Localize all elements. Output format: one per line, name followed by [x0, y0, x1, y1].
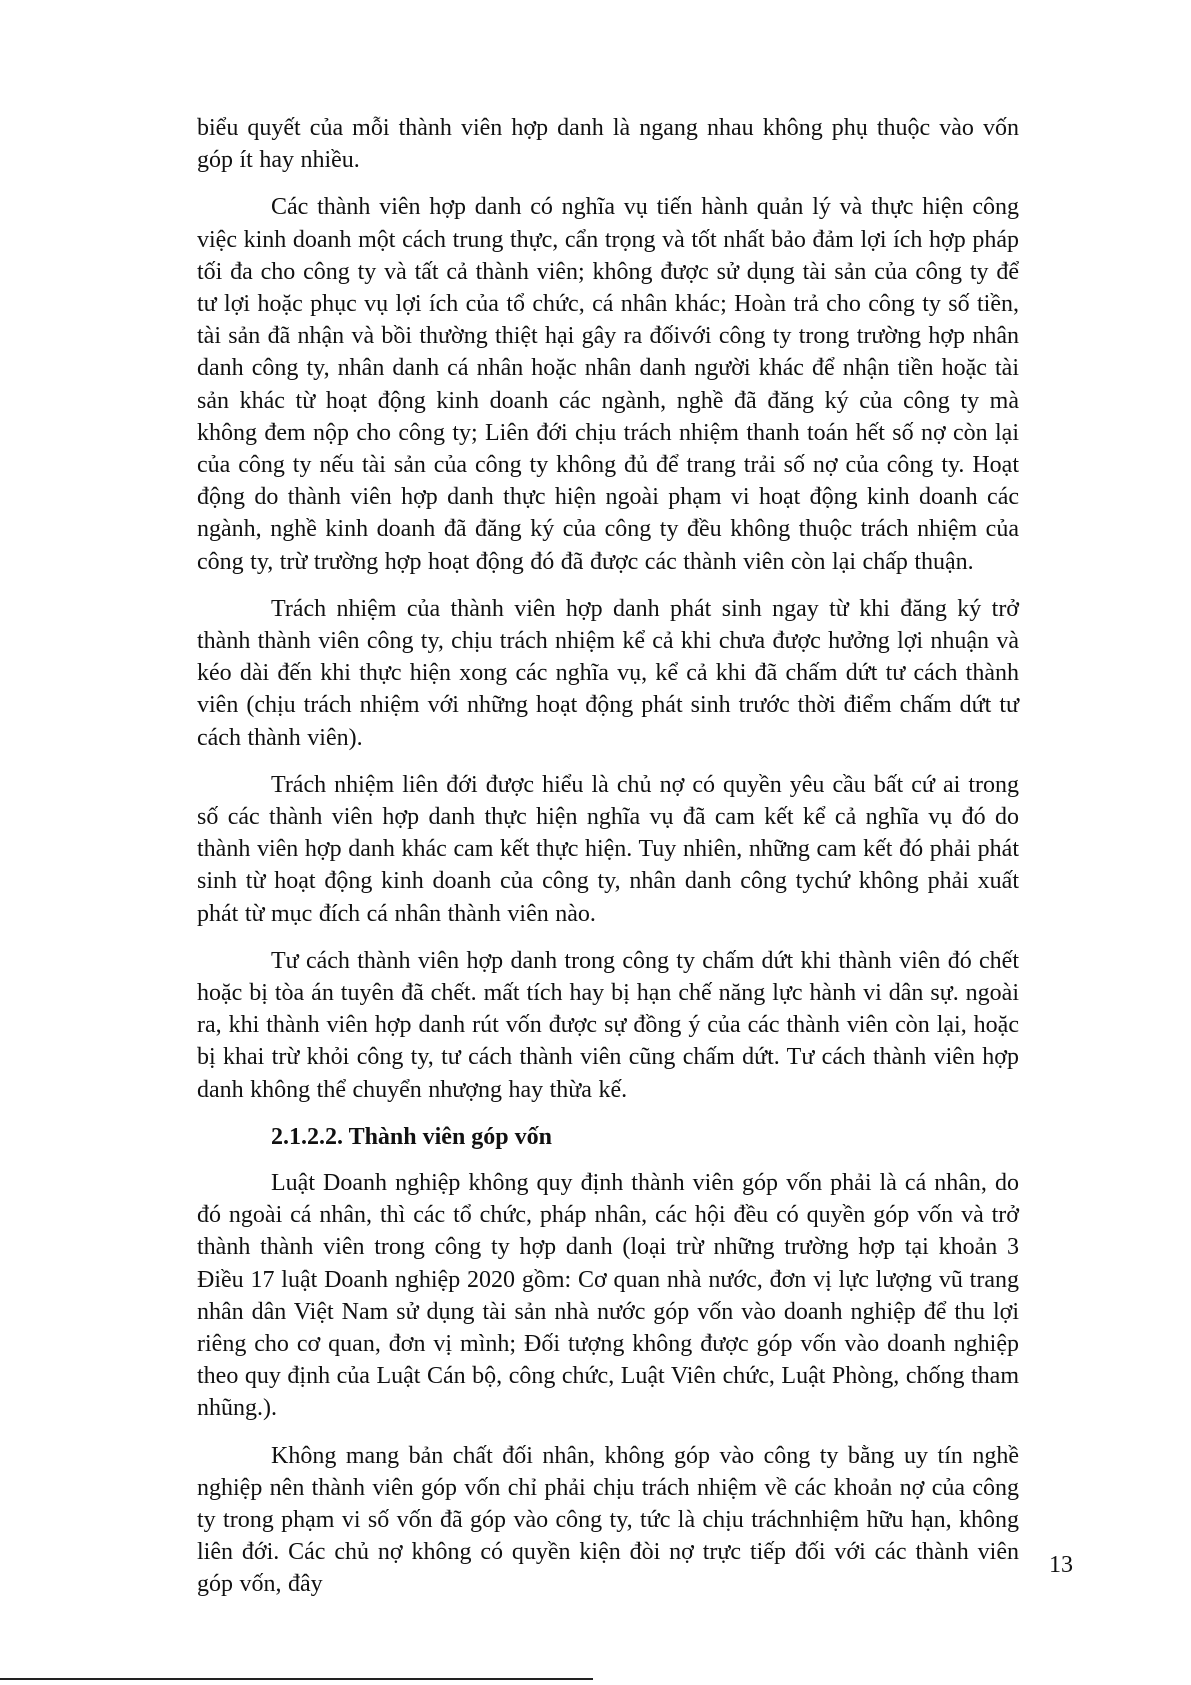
page-body	[197, 112, 1019, 1616]
paragraph-4: Trách nhiệm liên đới được hiểu là chủ nợ có quyền yêu cầu bất cứ ai trong số các thành viên hợp danh thực hiện nghĩa vụ đã cam kết kể cả nghĩa vụ đó do thành viên hợp danh khác cam kết thực hiện. Tuy nhiên, những cam kết đó phải phát sinh từ hoạt động kinh doanh của công ty, nhân danh công tychứ không phải xuất phát từ mục đích cá nhân thành viên nào.	[197, 771, 1019, 927]
paragraph-7: Không mang bản chất đối nhân, không góp vào công ty bằng uy tín nghề nghiệp nên thành viên góp vốn chỉ phải chịu trách nhiệm về các khoản nợ của công ty trong phạm vi số vốn đã góp vào công ty, tức là chịu tráchnhiệm hữu hạn, không liên đới. Các chủ nợ không có quyền kiện đòi nợ trực tiếp đối với các thành viên góp vốn, đây	[197, 1442, 1019, 1598]
paragraph-6: Luật Doanh nghiệp không quy định thành viên góp vốn phải là cá nhân, do đó ngoài cá nhân, thì các tổ chức, pháp nhân, các hội đều có quyền góp vốn và trở thành thành viên trong công ty hợp danh (loại trừ những trường hợp tại khoản 3 Điều 17 luật Doanh nghiệp 2020 gồm: Cơ quan nhà nước, đơn vị lực lượng vũ trang nhân dân Việt Nam sử dụng tài sản nhà nước góp vốn vào doanh nghiệp để thu lợi riêng cho cơ quan, đơn vị mình; Đối tượng không được góp vốn vào doanh nghiệp theo quy định của Luật Cán bộ, công chức, Luật Viên chức, Luật Phòng, chống tham nhũng.).	[197, 1169, 1019, 1422]
section-heading: 2.1.2.2. Thành viên góp vốn	[271, 1123, 552, 1150]
paragraph-2: Các thành viên hợp danh có nghĩa vụ tiến hành quản lý và thực hiện công việc kinh doanh một cách trung thực, cẩn trọng và tốt nhất bảo đảm lợi ích hợp pháp tối đa cho công ty và tất cả thành viên; không được sử dụng tài sản của công ty để tư lợi hoặc phục vụ lợi ích của tổ chức, cá nhân khác; Hoàn trả cho công ty số tiền, tài sản đã nhận và bồi thường thiệt hại gây ra đốivới công ty trong trường hợp nhân danh công ty, nhân danh cá nhân hoặc nhân danh người khác để nhận tiền hoặc tài sản khác từ hoạt động kinh doanh các ngành, nghề đã đăng ký của công ty mà không đem nộp cho công ty; Liên đới chịu trách nhiệm thanh toán hết số nợ còn lại của công ty nếu tài sản của công ty không đủ để trang trải số nợ của công ty. Hoạt động do thành viên hợp danh thực hiện ngoài phạm vi hoạt động kinh doanh các ngành, nghề kinh doanh đã đăng ký của công ty đều không thuộc trách nhiệm của công ty, trừ trường hợp hoạt động đó đã được các thành viên còn lại chấp thuận.	[197, 194, 1019, 575]
footer-divider	[0, 1678, 593, 1680]
page-number: 13	[1049, 1552, 1073, 1578]
paragraph-3: Trách nhiệm của thành viên hợp danh phát sinh ngay từ khi đăng ký trở thành thành viên công ty, chịu trách nhiệm kể cả khi chưa được hưởng lợi nhuận và kéo dài đến khi thực hiện xong các nghĩa vụ, kể cả khi đã chấm dứt tư cách thành viên (chịu trách nhiệm với những hoạt động phát sinh trước thời điểm chấm dứt tư cách thành viên).	[197, 595, 1019, 751]
paragraph-5: Tư cách thành viên hợp danh trong công ty chấm dứt khi thành viên đó chết hoặc bị tòa án tuyên đã chết. mất tích hay bị hạn chế năng lực hành vi dân sự. ngoài ra, khi thành viên hợp danh rút vốn được sự đồng ý của các thành viên còn lại, hoặc bị khai trừ khỏi công ty, tư cách thành viên cũng chấm dứt. Tư cách thành viên hợp danh không thể chuyển nhượng hay thừa kế.	[197, 947, 1019, 1103]
paragraph-1: biểu quyết của mỗi thành viên hợp danh là ngang nhau không phụ thuộc vào vốn góp ít hay nhiều.	[197, 115, 1019, 174]
